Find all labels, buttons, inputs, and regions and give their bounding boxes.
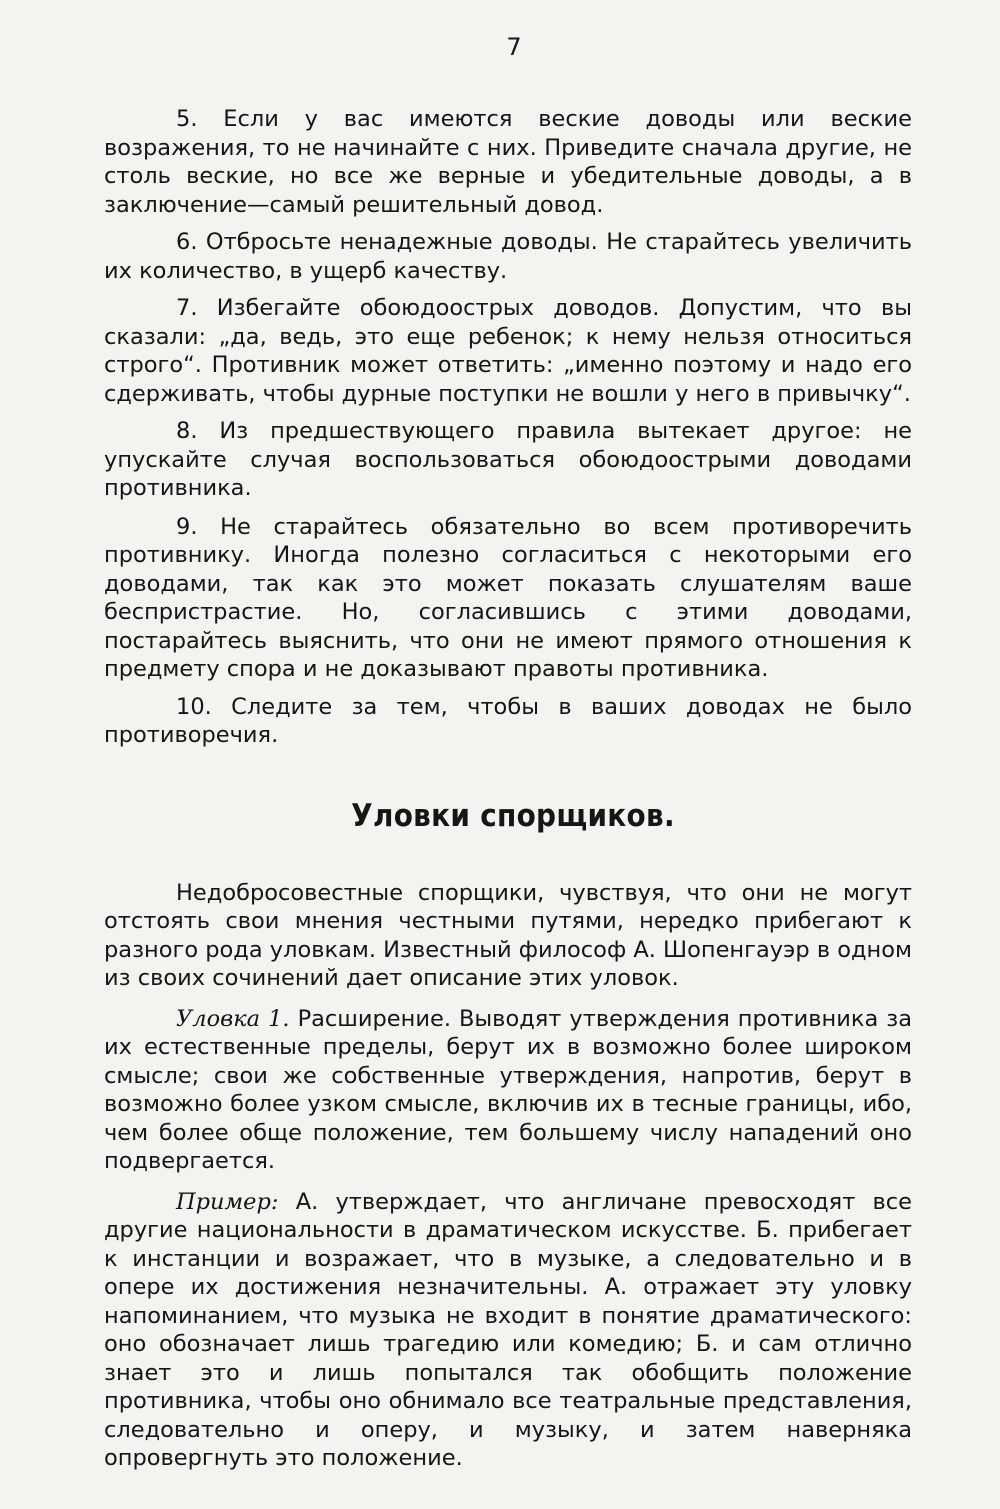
example-paragraph [104,1188,912,1473]
rules-list [104,105,912,750]
rule-5: 5. Если у вас имеются веские доводы или веские возражения, то не начинайте с них. Приведите сначала другие, не столь веские, но все же верные и убедительные доводы, а в заключение—самый решительный довод. [104,106,912,218]
rule-6: 6. Отбросьте ненадежные доводы. Не старайтесь увеличить их количество, в ущерб качеству. [104,229,912,284]
page-number: 7 [506,33,522,61]
example-text: А. утверждает, что англичане превосходят все другие национальности в драматическом искусстве. Б. прибегает к инстанции и возражает, что в музыке, а следовательно и в опере их достижения незначительны. А. отражает эту уловку напоминанием, что музыка не входит в понятие драматического: оно обозначает лишь трагедию или комедию; Б. и сам отлично знает это и лишь попытался так обобщить положение противника, чтобы оно обнимало все театральные представления, следовательно и оперу, и музыку, и затем наверняка опровергнуть это положение. [104,1188,912,1471]
example-label: Пример: [176,1188,279,1215]
rule-10: 10. Следите за тем, чтобы в ваших доводах не было противоречия. [104,693,912,748]
intro-paragraph: Недобросовестные спорщики, чувствуя, что они не могут отстоять свои мнения честными путями, нередко прибегают к разного рода уловкам. Известный философ А. Шопенгауэр в одном из своих сочинений дает описание этих уловок. [104,879,913,991]
trick-1-text: Расширение. Выводят утверждения противника за их естественные пределы, берут их в возможно более широком смысле; свои же собственные утверждения, напротив, берут в возможно более узком смысле, включив их в тесные границы, ибо, чем более обще положение, тем большему числу нападений оно подвергается. [104,1005,912,1174]
rule-9: 9. Не старайтесь обязательно во всем противоречить противнику. Иногда полезно согласиться с некоторыми его доводами, так как это может показать слушателям ваше беспристрастие. Но, согласившись с этими доводами, постарайтесь выяснить, что они не имеют прямого отношения к предмету спора и не доказывают правоты противника. [104,513,912,682]
trick-1-paragraph [104,1005,912,1176]
trick-1-label: Уловка 1. [176,1005,290,1032]
rule-8: 8. Из предшествующего правила вытекает другое: не упускайте случая воспользоваться обоюдоострыми доводами противника. [104,418,912,501]
rule-7: 7. Избегайте обоюдоострых доводов. Допустим, что вы сказали: „да, ведь, это еще ребенок; к нему нельзя относиться строго“. Противник может ответить: „именно поэтому и надо его сдерживать, чтобы дурные поступки не вошли у него в привычку“. [104,295,912,407]
section-heading: Уловки спорщиков. [351,797,675,834]
